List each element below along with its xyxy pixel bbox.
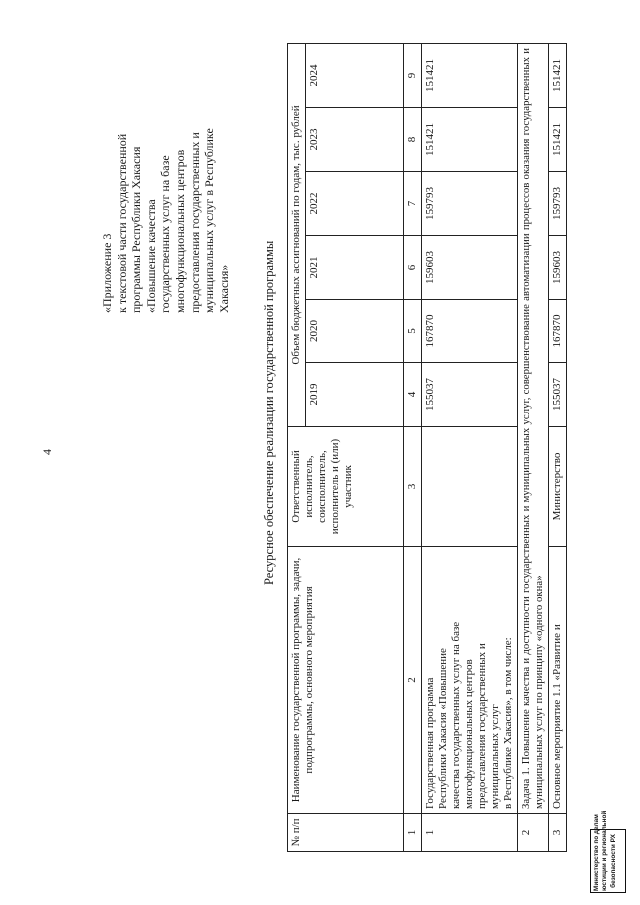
column-number: 2 <box>404 547 422 814</box>
row-num: 3 <box>549 814 567 852</box>
column-number: 3 <box>404 427 422 547</box>
row-value: 159603 <box>422 236 518 300</box>
appendix-line: «Повышение качества <box>143 199 158 313</box>
header-num: № п/п <box>288 814 404 852</box>
table-row <box>422 44 518 852</box>
column-number: 4 <box>404 363 422 427</box>
row-name: Основное мероприятие 1.1 «Развитие и <box>549 547 567 814</box>
appendix-line: предоставления государственных и <box>187 132 202 313</box>
row-value: 151421 <box>422 44 518 108</box>
row-num: 1 <box>422 814 518 852</box>
task-text: Задача 1. Повышение качества и доступности государственных и муниципальных услуг, совершенствование автоматизации процессов оказания государственных и муниципальных услуг по принципу «одного окна» <box>518 44 549 814</box>
page-number: 4 <box>40 449 54 455</box>
appendix-line: программы Республики Хакасия <box>129 146 144 313</box>
column-number: 8 <box>404 108 422 172</box>
ministry-stamp <box>590 810 626 893</box>
row-executor: Министерство <box>549 427 567 547</box>
row-value: 151421 <box>549 44 567 108</box>
column-number-row <box>404 44 422 852</box>
table-row <box>549 44 567 852</box>
header-budget: Объем бюджетных ассигнований по годам, тыс. рублей <box>288 44 306 427</box>
stamp-line: юстиции и региональной <box>601 810 609 891</box>
document-title: Ресурсное обеспечение реализации государственной программы <box>262 240 276 585</box>
row-name-line: многофункциональных центров <box>463 659 475 809</box>
row-name-line: предоставления государственных и <box>476 643 488 809</box>
column-number: 5 <box>404 300 422 363</box>
row-value: 167870 <box>549 300 567 363</box>
row-num: 2 <box>518 814 549 852</box>
task-row <box>518 44 549 852</box>
appendix-line: государственных услуг на базе <box>158 155 173 313</box>
appendix-line: к текстовой части государственной <box>114 133 129 313</box>
row-name-line: Республики Хакасия «Повышение <box>437 648 449 809</box>
row-name-line: в Республике Хакасия», в том числе: <box>502 637 514 809</box>
row-name-line: качества государственных услуг на базе <box>450 621 462 809</box>
row-value: 159793 <box>422 172 518 236</box>
header-year: 2022 <box>306 172 404 236</box>
row-value: 155037 <box>549 363 567 427</box>
row-name <box>422 547 518 814</box>
row-executor <box>422 427 518 547</box>
row-value: 159603 <box>549 236 567 300</box>
appendix-line: муниципальных услуг в Республике <box>202 128 217 313</box>
stamp-line: безопасности РХ <box>609 834 617 888</box>
header-year: 2020 <box>306 300 404 363</box>
column-number: 7 <box>404 172 422 236</box>
appendix-line: многофункциональных центров <box>172 149 187 313</box>
appendix-header <box>100 13 231 313</box>
row-value: 155037 <box>422 363 518 427</box>
header-executor: Ответственный исполнитель, соисполнитель, исполнитель и (или) участник <box>288 427 404 547</box>
row-name-line: муниципальных услуг <box>489 704 501 809</box>
header-year: 2024 <box>306 44 404 108</box>
row-name-line: Государственная программа <box>424 677 436 809</box>
resource-table <box>287 43 567 852</box>
appendix-line: Хакасия» <box>216 264 231 313</box>
row-value: 167870 <box>422 300 518 363</box>
column-number: 1 <box>404 814 422 852</box>
column-number: 6 <box>404 236 422 300</box>
row-value: 159793 <box>549 172 567 236</box>
header-year: 2021 <box>306 236 404 300</box>
stamp-line: Министерство по делам <box>593 814 600 891</box>
appendix-line: «Приложение 3 <box>100 233 114 313</box>
header-row <box>288 44 306 852</box>
column-number: 9 <box>404 44 422 108</box>
header-year: 2023 <box>306 108 404 172</box>
header-name: Наименование государственной программы, задачи, подпрограммы, основного мероприятия <box>288 547 404 814</box>
row-value: 151421 <box>549 108 567 172</box>
row-value: 151421 <box>422 108 518 172</box>
header-year: 2019 <box>306 363 404 427</box>
